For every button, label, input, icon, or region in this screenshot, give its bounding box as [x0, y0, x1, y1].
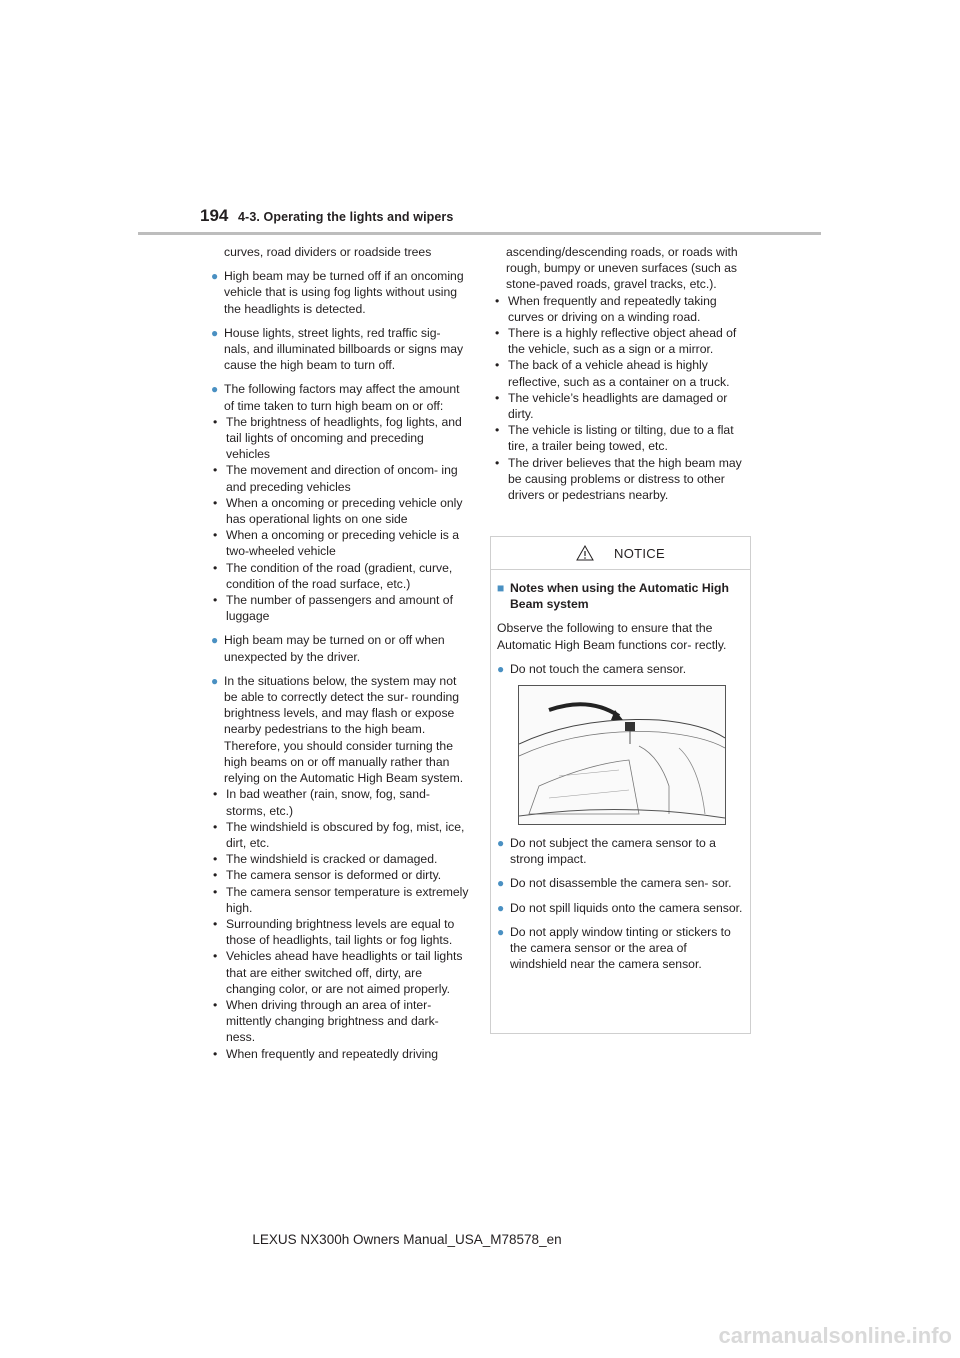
- notice-item-text: Do not disassemble the camera sen- sor.: [510, 876, 732, 891]
- list-item-text: When frequently and repeatedly taking curves or driving on a winding road.: [508, 293, 717, 324]
- list-item: [493, 357, 755, 389]
- page-footer: [0, 1232, 960, 1247]
- sub-bullet-icon: •: [495, 423, 500, 438]
- bullet-item: [211, 632, 469, 664]
- bullet-text: The following factors may affect the amount of time taken to turn high beam on or off:: [224, 382, 460, 413]
- bullet-icon: ●: [497, 876, 505, 891]
- list-item: [211, 592, 469, 624]
- notice-item-text: Do not touch the camera sensor.: [510, 661, 687, 676]
- header-rule: [138, 232, 821, 235]
- sub-bullet-icon: •: [213, 868, 218, 883]
- list-item-text: Surrounding brightness levels are equal to those of headlights, tail lights or fog lights.: [226, 916, 455, 948]
- factor-list: [211, 414, 469, 625]
- notice-heading-text: Notes when using the Automatic High Beam system: [510, 581, 729, 612]
- list-item-text: The condition of the road (gradient, curve, condition of the road surface, etc.): [226, 560, 453, 591]
- notice-header: [491, 537, 750, 570]
- bullet-text: High beam may be turned on or off when unexpected by the driver.: [224, 633, 445, 664]
- list-item: [211, 916, 469, 948]
- list-item: [211, 786, 469, 818]
- footer-text: LEXUS NX300h Owners Manual_USA_M78578_en: [252, 1232, 562, 1247]
- bullet-text: High beam may be turned off if an oncoming vehicle that is using fog lights without using the headlights is detected.: [224, 269, 464, 316]
- sub-bullet-icon: •: [495, 455, 500, 470]
- bullet-text: House lights, street lights, red traffic sig- nals, and illuminated billboards or signs may cause the high beam to turn off.: [224, 325, 464, 373]
- watermark: carmanualsonline.info: [718, 1323, 952, 1348]
- list-item-text: In bad weather (rain, snow, fog, sand- storms, etc.): [226, 787, 430, 818]
- continuation-text: ascending/descending roads, or roads with rough, bumpy or uneven surfaces (such as stone-paved roads, gravel tracks, etc.).: [506, 245, 738, 292]
- list-item: [211, 1046, 469, 1062]
- list-item: [211, 884, 469, 916]
- list-item-text: The movement and direction of oncom- ing and preceding vehicles: [226, 463, 458, 494]
- square-bullet-icon: ■: [497, 581, 505, 595]
- list-item-text: The vehicle’s headlights are damaged or dirty.: [508, 390, 728, 422]
- list-item-text: The camera sensor is deformed or dirty.: [226, 868, 442, 883]
- list-item-text: The brightness of headlights, fog lights, and tail lights of oncoming and preceding vehicles: [226, 414, 462, 462]
- list-item: [211, 462, 469, 494]
- sub-bullet-icon: •: [213, 560, 218, 575]
- sub-bullet-icon: •: [213, 463, 218, 478]
- list-item-text: Vehicles ahead have headlights or tail lights that are either switched off, dirty, are changing color, or are not aimed properly.: [226, 949, 463, 996]
- bullet-icon: ●: [211, 269, 219, 284]
- sub-bullet-icon: •: [213, 916, 218, 931]
- notice-box: [490, 536, 751, 1034]
- list-item-text: The vehicle is listing or tilting, due to a flat tire, a trailer being towed, etc.: [508, 423, 734, 454]
- list-item: [211, 997, 469, 1046]
- list-item-text: The number of passengers and amount of luggage: [226, 593, 453, 624]
- list-item: [211, 527, 469, 559]
- bullet-icon: ●: [211, 633, 219, 648]
- bullet-item: [211, 268, 469, 317]
- bullet-icon: ●: [211, 382, 219, 397]
- sub-bullet-icon: •: [213, 1046, 218, 1061]
- list-item: [211, 948, 469, 997]
- list-item-text: The driver believes that the high beam may be causing problems or distress to other drivers or pedestrians nearby.: [508, 455, 742, 503]
- sub-bullet-icon: •: [213, 819, 218, 834]
- list-item-text: When frequently and repeatedly driving: [226, 1046, 439, 1061]
- situation-list: [211, 786, 469, 1061]
- notice-item: [497, 835, 744, 867]
- notice-item-text: Do not apply window tinting or stickers to the camera sensor or the area of windshield near the camera sensor.: [510, 924, 731, 972]
- list-item-text: When driving through an area of inter- mittently changing brightness and dark- ness.: [226, 997, 439, 1045]
- right-column: [493, 244, 755, 503]
- list-item: [493, 422, 755, 454]
- notice-item-text: Do not subject the camera sensor to a strong impact.: [510, 836, 716, 867]
- sub-bullet-icon: •: [213, 495, 218, 510]
- sub-bullet-icon: •: [495, 390, 500, 405]
- notice-item: [497, 924, 744, 973]
- list-item: [493, 455, 755, 504]
- list-item-text: The back of a vehicle ahead is highly reflective, such as a container on a truck.: [508, 358, 730, 389]
- notice-heading: [497, 580, 744, 612]
- sub-bullet-icon: •: [213, 997, 218, 1012]
- sub-bullet-icon: •: [213, 593, 218, 608]
- list-item: [211, 560, 469, 592]
- bullet-item: [211, 381, 469, 413]
- sub-bullet-icon: •: [213, 852, 218, 867]
- list-item: [493, 325, 755, 357]
- sub-bullet-icon: •: [495, 293, 500, 308]
- list-item: [493, 390, 755, 422]
- notice-item: [497, 661, 744, 677]
- list-item: [211, 867, 469, 883]
- notice-title: NOTICE: [614, 545, 665, 561]
- notice-item: [497, 875, 744, 891]
- list-item-text: When a oncoming or preceding vehicle only has operational lights on one side: [226, 495, 463, 527]
- notice-item: [497, 900, 744, 916]
- list-item-text: When a oncoming or preceding vehicle is a two-wheeled vehicle: [226, 528, 460, 559]
- list-item-text: The windshield is obscured by fog, mist, ice, dirt, etc.: [226, 819, 465, 850]
- camera-sensor-illustration: [518, 685, 726, 825]
- list-item-text: The windshield is cracked or damaged.: [226, 852, 438, 867]
- bullet-icon: ●: [497, 900, 505, 915]
- bullet-icon: ●: [211, 673, 219, 688]
- page-number: 194: [200, 206, 229, 225]
- list-item: [493, 293, 755, 325]
- notice-body: [491, 570, 750, 972]
- bullet-item: [211, 673, 469, 786]
- sub-bullet-icon: •: [213, 414, 218, 429]
- sub-bullet-icon: •: [495, 326, 500, 341]
- list-item: [211, 819, 469, 851]
- bullet-item: [211, 325, 469, 374]
- notice-item-text: Do not spill liquids onto the camera sensor.: [510, 900, 743, 915]
- sub-bullet-icon: •: [495, 358, 500, 373]
- continuation-text: curves, road dividers or roadside trees: [224, 245, 432, 259]
- bullet-icon: ●: [497, 924, 505, 939]
- sub-bullet-icon: •: [213, 787, 218, 802]
- warning-icon: [576, 545, 594, 561]
- sub-bullet-icon: •: [213, 949, 218, 964]
- list-item-text: There is a highly reflective object ahead of the vehicle, such as a sign or a mirror.: [508, 326, 737, 357]
- page-header: [200, 206, 453, 226]
- sub-bullet-icon: •: [213, 528, 218, 543]
- sub-bullet-icon: •: [213, 884, 218, 899]
- windshield-camera-icon: [519, 686, 725, 824]
- list-item-text: The camera sensor temperature is extremely high.: [226, 884, 469, 915]
- bullet-text: In the situations below, the system may not be able to correctly detect the sur- rounding brightness levels, and may flash or expose nearby pedestrians to the high beam. Therefore, you should consider turning the high beams on or off manually rather than relying on the Automatic High Beam system.: [224, 673, 464, 786]
- bullet-icon: ●: [497, 836, 505, 851]
- list-item: [211, 851, 469, 867]
- left-column: [211, 244, 469, 1062]
- notice-intro: Observe the following to ensure that the Automatic High Beam functions cor- rectly.: [497, 621, 727, 652]
- list-item: [211, 495, 469, 527]
- bullet-icon: ●: [497, 661, 505, 676]
- section-title: 4-3. Operating the lights and wipers: [238, 210, 454, 224]
- list-item: [211, 414, 469, 463]
- situation-list: [493, 293, 755, 504]
- bullet-icon: ●: [211, 325, 219, 340]
